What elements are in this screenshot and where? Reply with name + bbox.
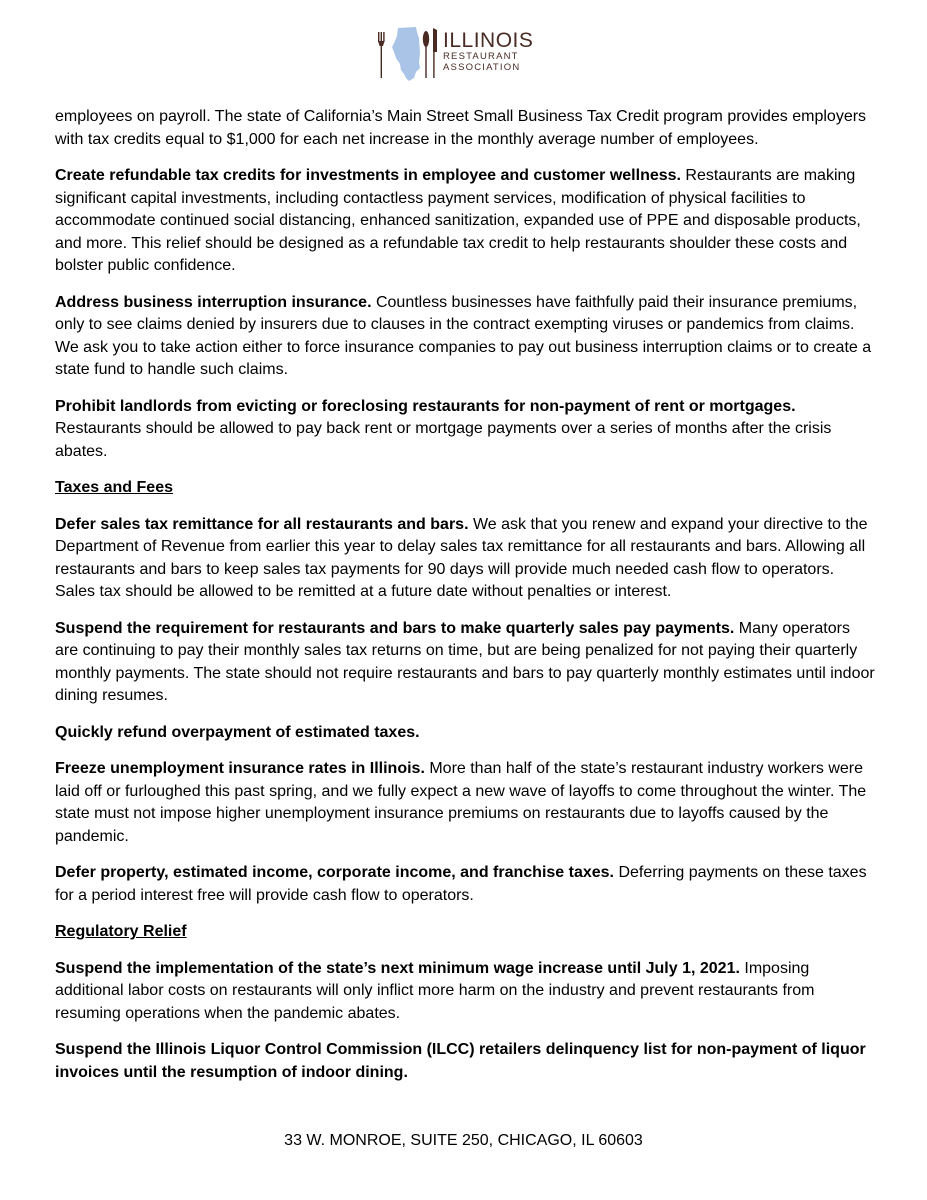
illinois-map-icon — [392, 27, 420, 81]
paragraph-text: Deferring payments on these taxes for a period interest free will provide cash flow to operators. — [55, 864, 867, 904]
paragraph-lead: Prohibit landlords from evicting or foreclosing restaurants for non-payment of rent or mortgages. — [55, 397, 796, 415]
paragraph-text: Restaurants are making significant capital investments, including contactless payment services, modification of physical facilities to accommodate continued social distancing, enhanced sanitization, expanded use of PPE and disposable products, and more. This relief should be designed as a refundable tax credit to help restaurants shoulder these costs and bolster public confidence. — [55, 167, 861, 274]
paragraph-text: We ask that you renew and expand your directive to the Department of Revenue from earlier this year to delay sales tax remittance for all restaurants and bars. Allowing all restaurants and bars to keep sales tax payments for 90 days will provide much needed cash flow to operators. Sales tax should be allowed to be remitted at a future date without penalties or interest. — [55, 515, 868, 600]
paragraph-business-interruption-insurance — [55, 292, 875, 382]
logo-title: ILLINOIS — [443, 29, 534, 52]
paragraph-lead: Suspend the implementation of the state’s next minimum wage increase until July 1, 2021. — [55, 959, 740, 977]
paragraph-refundable-tax-credits — [55, 165, 875, 278]
paragraph-tax-credit-continued — [55, 106, 875, 151]
logo-graphic — [376, 22, 442, 84]
illinois-restaurant-association-logo — [376, 22, 548, 84]
knife-icon — [433, 28, 437, 78]
paragraph-lead: Create refundable tax credits for investments in employee and customer wellness. — [55, 167, 681, 184]
paragraph-lead: Defer sales tax remittance for all restaurants and bars. — [55, 515, 469, 533]
section-heading-regulatory-relief: Regulatory Relief — [55, 923, 187, 940]
footer-address: 33 W. MONROE, SUITE 250, CHICAGO, IL 60603 — [284, 1132, 643, 1149]
paragraph-lead: Suspend the requirement for restaurants and bars to make quarterly sales pay payments. — [55, 619, 735, 637]
paragraph-text: Imposing additional labor costs on restaurants will only inflict more harm on the industry and prevent restaurants from resuming operations when the pandemic abates. — [55, 959, 815, 1022]
paragraph-refund-overpayment — [55, 722, 875, 745]
logo-subtitle-line-2: ASSOCIATION — [443, 62, 521, 73]
section-heading-taxes-and-fees: Taxes and Fees — [55, 479, 173, 496]
paragraph-text: Countless businesses have faithfully paid their insurance premiums, only to see claims denied by insurers due to clauses in the contract exempting viruses or pandemics from claims. We ask you to take action either to force insurance companies to pay out business interruption claims or to create a state fund to handle such claims. — [55, 293, 872, 378]
paragraph-lead: Defer property, estimated income, corporate income, and franchise taxes. — [55, 864, 614, 881]
paragraph-lead: Quickly refund overpayment of estimated taxes. — [55, 723, 420, 741]
paragraph-lead: Suspend the Illinois Liquor Control Commission (ILCC) retailers delinquency list for non-payment of liquor invoices until the resumption of indoor dining. — [55, 1041, 866, 1081]
page-header — [0, 22, 927, 84]
paragraph-lead: Freeze unemployment insurance rates in Illinois. — [55, 760, 425, 777]
paragraph-defer-sales-tax — [55, 514, 875, 604]
fork-icon — [378, 32, 385, 78]
paragraph-minimum-wage — [55, 958, 875, 1026]
paragraph-defer-property-taxes — [55, 862, 875, 907]
paragraph-lead: Address business interruption insurance. — [55, 293, 372, 311]
paragraph-text: Restaurants should be allowed to pay back rent or mortgage payments over a series of months after the crisis abates. — [55, 420, 832, 460]
spoon-icon — [423, 31, 429, 78]
paragraph-text: Many operators are continuing to pay their monthly sales tax returns on time, but are being penalized for not paying their quarterly monthly payments. The state should not require restaurants and bars to pay quarterly monthly estimates until indoor dining resumes. — [55, 619, 875, 704]
logo-subtitle-line-1: RESTAURANT — [443, 51, 519, 62]
paragraph-text: More than half of the state’s restaurant industry workers were laid off or furloughed this past spring, and we fully expect a new wave of layoffs to come throughout the winter. The state must not impose higher unemployment insurance premiums on restaurants due to layoffs caused by the pandemic. — [55, 760, 867, 845]
paragraph-freeze-unemployment-insurance — [55, 758, 875, 848]
logo-text — [443, 30, 533, 73]
document-body — [55, 106, 875, 1098]
paragraph-ilcc-delinquency-list — [55, 1039, 875, 1084]
paragraph-prohibit-evictions — [55, 396, 875, 464]
paragraph-text: employees on payroll. The state of California’s Main Street Small Business Tax Credit program provides employers with tax credits equal to $1,000 for each net increase in the monthly average number of employees. — [55, 108, 867, 148]
paragraph-suspend-quarterly-payments — [55, 618, 875, 708]
